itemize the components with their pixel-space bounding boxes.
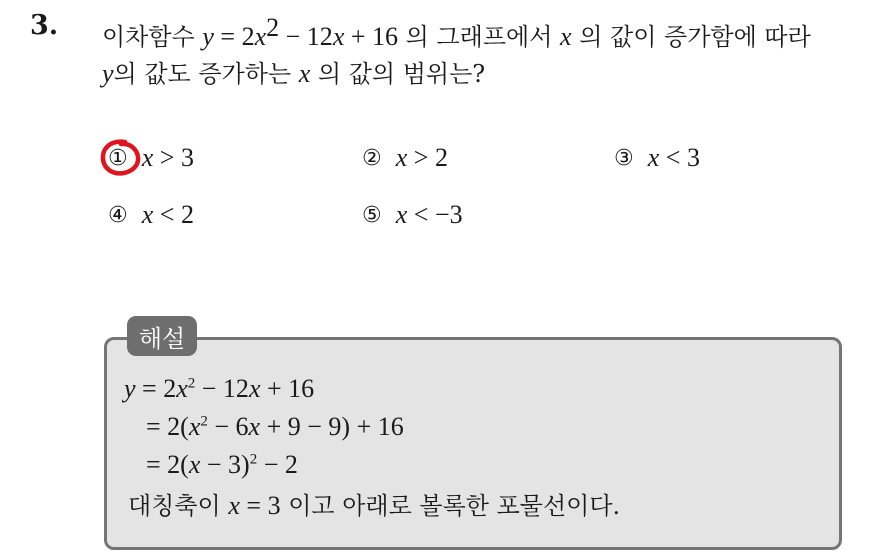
- choice-expression: [648, 143, 700, 173]
- math-text: = 2(: [146, 412, 189, 441]
- math-exponent: 2: [200, 413, 208, 430]
- solution-line-3: [146, 450, 298, 480]
- choice-2[interactable]: [362, 143, 448, 173]
- math-var: x: [647, 143, 660, 172]
- question-number: 3.: [30, 10, 59, 41]
- math-var: x: [248, 374, 261, 403]
- choice-number: ③: [614, 145, 634, 171]
- math-text: = 2: [135, 374, 177, 403]
- math-var: x: [254, 22, 267, 51]
- math-var: y: [102, 59, 114, 88]
- math-text: < 3: [659, 143, 700, 172]
- math-text: + 16: [344, 22, 399, 51]
- question-text: 의 그래프에서: [398, 23, 561, 51]
- math-text: < −3: [407, 200, 463, 229]
- math-text: > 3: [153, 143, 194, 172]
- math-text: = 2(: [146, 450, 189, 479]
- answer-mark-circle-icon: [99, 138, 147, 178]
- math-var: x: [188, 412, 201, 441]
- choice-number: ②: [362, 145, 382, 171]
- math-exponent: 2: [249, 451, 258, 468]
- solution-line-1: [124, 374, 314, 404]
- math-exponent: 2: [266, 13, 280, 42]
- math-exponent: 2: [187, 375, 196, 392]
- choice-expression: [142, 143, 194, 173]
- choice-3[interactable]: [614, 143, 700, 173]
- math-var: x: [560, 22, 572, 51]
- math-var: x: [298, 59, 311, 88]
- math-var: y: [124, 374, 136, 403]
- math-text: − 6: [207, 412, 249, 441]
- choice-number: ⑤: [362, 202, 382, 228]
- math-text: + 9 − 9) + 16: [260, 412, 404, 441]
- question-line-1: [102, 13, 811, 52]
- math-var: x: [141, 200, 154, 229]
- math-text: = 2: [213, 22, 255, 51]
- math-text: = 3: [239, 491, 281, 520]
- math-var: x: [248, 412, 261, 441]
- math-var: x: [188, 450, 201, 479]
- math-text: > 2: [407, 143, 448, 172]
- math-text: − 3): [200, 450, 250, 479]
- question-text: 의 값이 증가함에 따라: [571, 23, 811, 51]
- math-var: x: [176, 374, 188, 403]
- math-var: x: [332, 22, 345, 51]
- choice-number: ①: [108, 145, 128, 171]
- math-text: − 12: [195, 374, 249, 403]
- choice-expression: [142, 200, 194, 230]
- math-var: x: [395, 200, 408, 229]
- solution-text: 대칭축이: [128, 492, 229, 520]
- solution-line-4: [128, 486, 620, 521]
- math-var: x: [228, 491, 240, 520]
- choice-4[interactable]: [108, 200, 194, 230]
- solution-text: 이고 아래로 볼록한 포물선이다.: [280, 492, 621, 520]
- solution-tag: 해설: [127, 316, 197, 356]
- math-text: − 2: [257, 450, 298, 479]
- math-expression: [228, 491, 280, 520]
- math-text: + 16: [260, 374, 315, 403]
- choice-5[interactable]: [362, 200, 463, 230]
- math-text: < 2: [153, 200, 194, 229]
- question-line-2: [102, 54, 485, 89]
- question-text: 의 값의 범위는?: [310, 60, 486, 88]
- math-text: − 12: [279, 22, 333, 51]
- solution-line-2: [146, 412, 404, 442]
- question-text: 이차함수: [102, 23, 203, 51]
- choice-number: ④: [108, 202, 128, 228]
- math-var: x: [395, 143, 408, 172]
- choice-expression: [396, 200, 463, 230]
- math-var: y: [202, 22, 214, 51]
- choice-expression: [396, 143, 448, 173]
- math-var: x: [141, 143, 154, 172]
- question-text: 의 값도 증가하는: [113, 60, 299, 88]
